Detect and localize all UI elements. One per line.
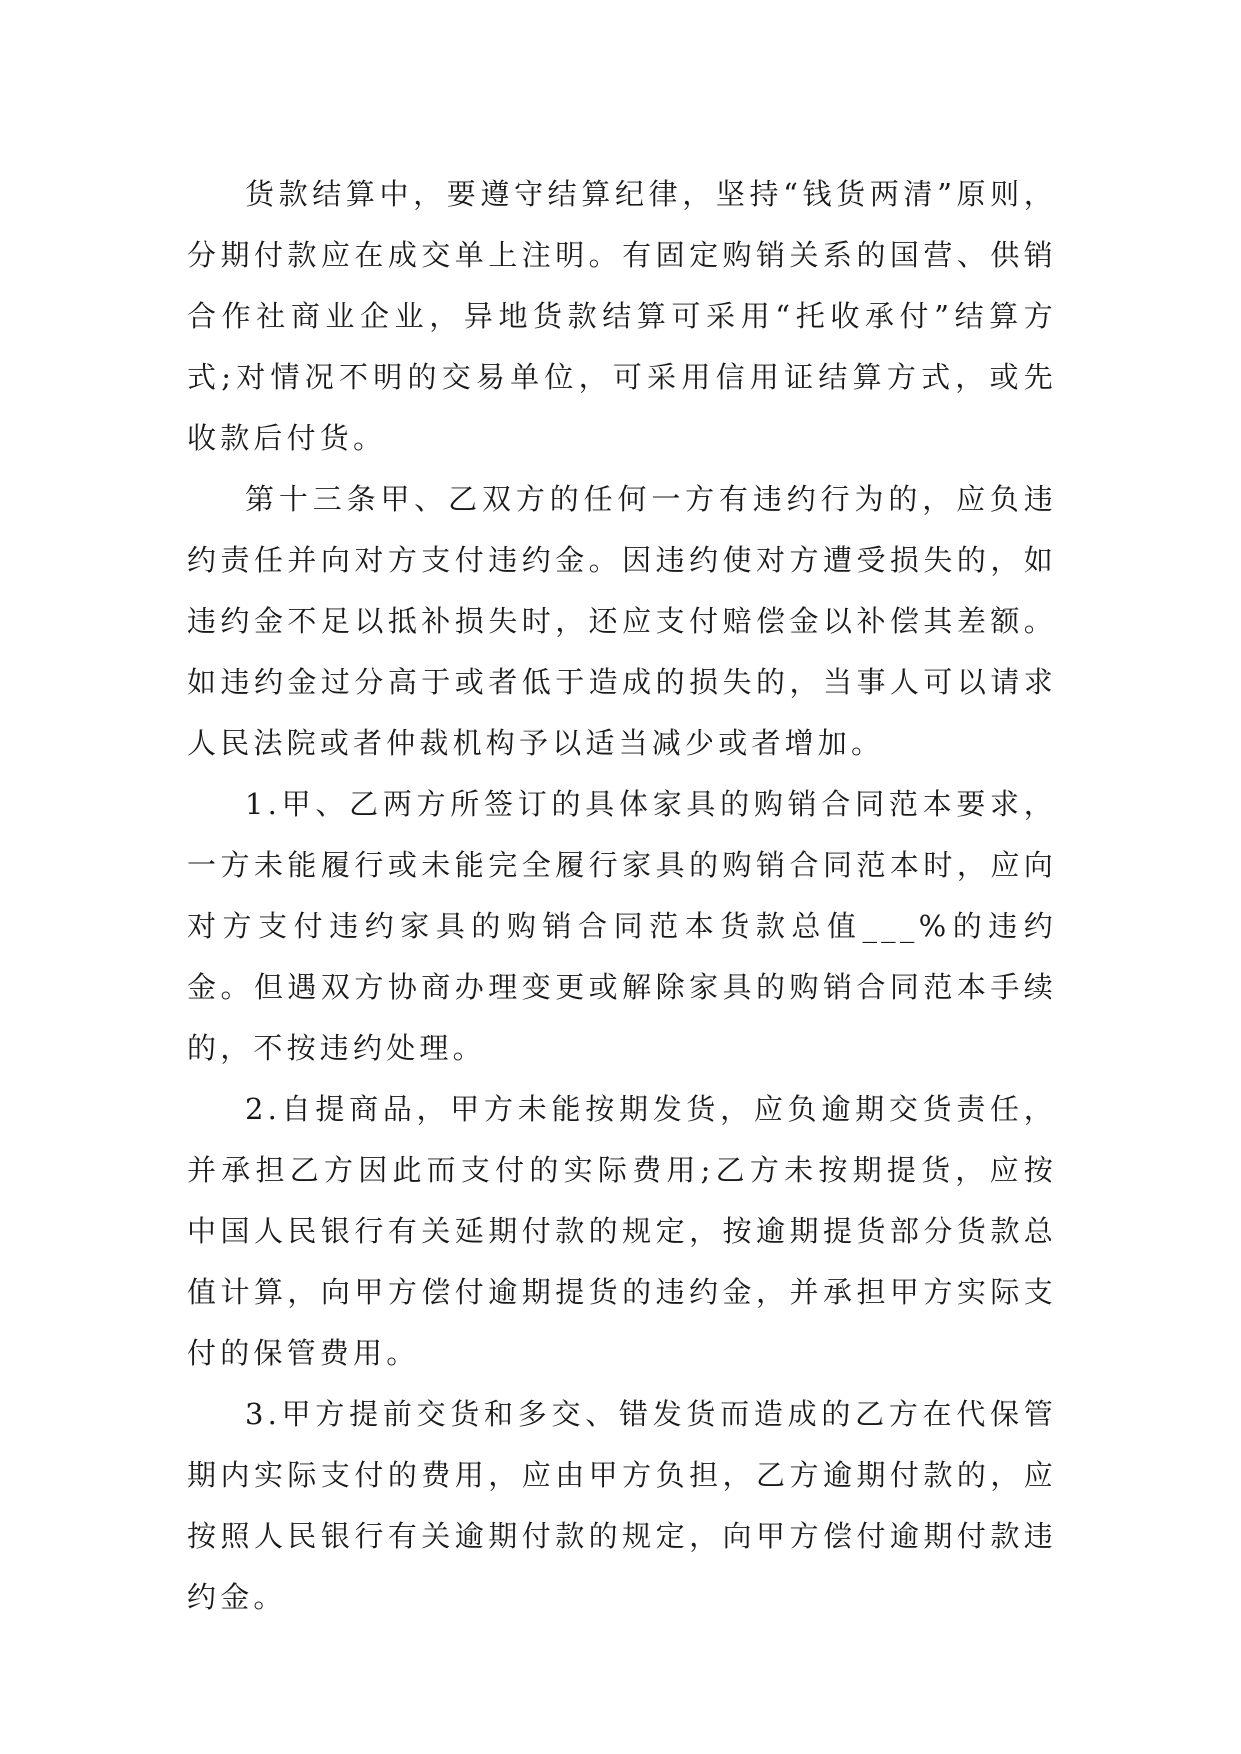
paragraph-clause-2: 2.自提商品，甲方未能按期发货，应负逾期交货责任，并承担乙方因此而支付的实际费用;乙方未按期提货，应按中国人民银行有关延期付款的规定，按逾期提货部分货款总值计算，向甲方偿付逾期提货的违约金，并承担甲方实际支付的保管费用。 <box>187 1092 1057 1370</box>
document-body <box>187 164 1057 1628</box>
paragraph-settlement: 货款结算中，要遵守结算纪律，坚持“钱货两清”原则，分期付款应在成交单上注明。有固定购销关系的国营、供销合作社商业企业，异地货款结算可采用“托收承付”结算方式;对情况不明的交易单位，可采用信用证结算方式，或先收款后付货。 <box>187 177 1057 455</box>
paragraph-clause-3: 3.甲方提前交货和多交、错发货而造成的乙方在代保管期内实际支付的费用，应由甲方负担，乙方逾期付款的，应按照人民银行有关逾期付款的规定，向甲方偿付逾期付款违约金。 <box>187 1397 1057 1614</box>
paragraph-clause-1: 1.甲、乙两方所签订的具体家具的购销合同范本要求，一方未能履行或未能完全履行家具的购销合同范本时，应向对方支付违约家具的购销合同范本货款总值___%的违约金。但遇双方协商办理变更或解除家具的购销合同范本手续的，不按违约处理。 <box>187 787 1057 1065</box>
paragraph-article-13: 第十三条甲、乙双方的任何一方有违约行为的，应负违约责任并向对方支付违约金。因违约使对方遭受损失的，如违约金不足以抵补损失时，还应支付赔偿金以补偿其差额。如违约金过分高于或者低于造成的损失的，当事人可以请求人民法院或者仲裁机构予以适当减少或者增加。 <box>187 482 1057 760</box>
